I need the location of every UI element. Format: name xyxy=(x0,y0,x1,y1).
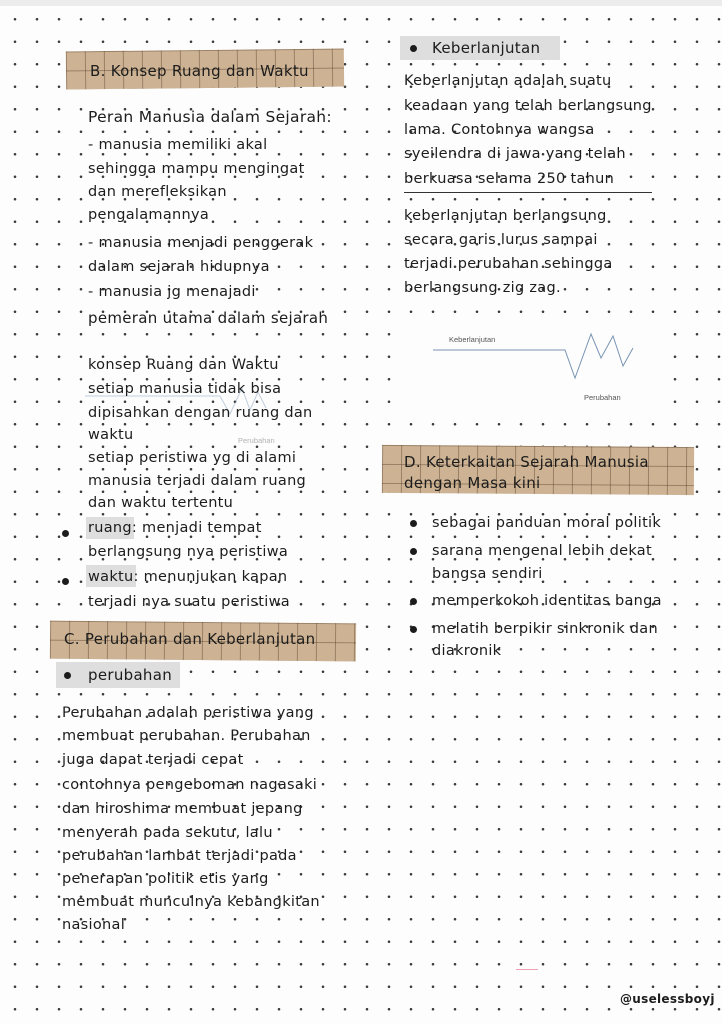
ruang-cont: berlangsung nya peristiwa xyxy=(88,544,289,560)
perubahan-line: juga dapat terjadi cepat xyxy=(62,752,244,768)
peran-line: dan merefleksikan xyxy=(88,184,227,200)
keberlanjutan-line: Keberlanjutan adalah suatu xyxy=(404,73,612,89)
peran-line: - manusia menjadi penggerak xyxy=(88,235,314,251)
waktu-text: menunjukan kapan xyxy=(138,569,288,585)
section-d-title-line: dengan Masa kini xyxy=(404,474,541,492)
bullet-ruang-dot xyxy=(62,530,69,537)
d-bullet-dot xyxy=(410,548,417,555)
d-item: memperkokoh identitas banga xyxy=(432,593,662,609)
perubahan-line: menyerah pada sekutu, lalu xyxy=(62,825,273,841)
underline xyxy=(404,192,652,193)
peran-heading: Peran Manusia dalam Sejarah: xyxy=(88,108,332,126)
perubahan-line: nasional xyxy=(62,917,126,933)
bullet-keberlanjutan-dot xyxy=(410,45,417,52)
konsep-line: waktu xyxy=(88,427,134,443)
perubahan-line: membuat perubahan. Perubahan xyxy=(62,728,311,744)
perubahan-line: Perubahan adalah peristiwa yang xyxy=(62,705,314,721)
perubahan-line: membuat munculnya kebangkitan xyxy=(62,894,320,910)
diagram-label-keberlanjutan: Keberlanjutan xyxy=(449,335,496,344)
d-item: melatih berpikir sinkronik dan xyxy=(432,621,658,637)
peran-line: pengalamannya xyxy=(88,207,210,223)
waktu-key: waktu: xyxy=(88,569,139,585)
d-item-cont: bangsa sendiri xyxy=(432,566,543,582)
peran-line: - manusia jg menajadi xyxy=(88,284,256,300)
section-c-title: C. Perubahan dan Keberlanjutan xyxy=(64,630,316,648)
perubahan-line: penerapan politik etis yang xyxy=(62,871,269,887)
d-item: sebagai panduan moral politik xyxy=(432,515,662,531)
d-bullet-dot xyxy=(410,520,417,527)
bullet-waktu xyxy=(88,568,287,586)
konsep-line: setiap manusia tidak bisa xyxy=(88,381,282,397)
keberlanjutan-line: keberlanjutan berlangsung xyxy=(404,208,607,224)
d-bullet-dot xyxy=(410,598,417,605)
author-credit: @uselessboyj xyxy=(620,992,715,1006)
top-strip xyxy=(0,0,722,6)
keberlanjutan-line: lama. Contohnya wangsa xyxy=(404,122,595,138)
konsep-line: dipisahkan dengan ruang dan xyxy=(88,405,313,421)
waktu-cont: terjadi nya suatu peristiwa xyxy=(88,594,290,610)
bullet-perubahan-dot-front xyxy=(64,672,71,679)
perubahan-line: contohnya pengeboman nagasaki xyxy=(62,777,318,793)
diagram-label-perubahan: Perubahan xyxy=(584,393,621,402)
bullet-waktu-dot xyxy=(62,578,69,585)
peran-line: pemeran utama dalam sejarah xyxy=(88,309,329,327)
section-d-title-line: D. Keterkaitan Sejarah Manusia xyxy=(404,453,649,471)
ruang-text: menjadi tempat xyxy=(137,520,262,536)
keberlanjutan-diagram xyxy=(403,320,663,410)
d-bullet-dot xyxy=(410,626,417,633)
keberlanjutan-heading: Keberlanjutan xyxy=(432,39,541,57)
keberlanjutan-line: berkuasa selama 250 tahun xyxy=(404,171,615,187)
perubahan-line: perubahan lambat terjadi pada xyxy=(62,848,297,864)
keberlanjutan-line: berlangsung zig zag. xyxy=(404,280,561,296)
pink-mark xyxy=(516,969,538,970)
keberlanjutan-line: terjadi perubahan sehingga xyxy=(404,256,613,272)
peran-line: - manusia memiliki akal xyxy=(88,137,268,153)
perubahan-subheading: perubahan xyxy=(88,666,173,684)
konsep-line: dan waktu tertentu xyxy=(88,495,234,511)
section-b-title: B. Konsep Ruang dan Waktu xyxy=(90,62,309,80)
keberlanjutan-line: syeilendra di jawa yang telah xyxy=(404,146,626,162)
keberlanjutan-line: keadaan yang telah berlangsung xyxy=(404,98,652,114)
perubahan-line: dan hiroshima membuat jepang xyxy=(62,801,303,817)
peran-line: dalam sejarah hidupnya xyxy=(88,259,270,275)
ghost-label: Perubahan xyxy=(238,436,275,445)
ruang-key: ruang: xyxy=(88,520,138,536)
konsep-line: konsep Ruang dan Waktu xyxy=(88,357,279,373)
bullet-ruang xyxy=(88,519,262,537)
d-item-cont: diakronik xyxy=(432,643,502,659)
d-item: sarana mengenal lebih dekat xyxy=(432,543,652,559)
keberlanjutan-line: secara garis lurus sampai xyxy=(404,232,598,248)
konsep-line: manusia terjadi dalam ruang xyxy=(88,473,307,489)
konsep-line: setiap peristiwa yg di alami xyxy=(88,450,297,466)
peran-line: sehingga mampu mengingat xyxy=(88,161,305,177)
